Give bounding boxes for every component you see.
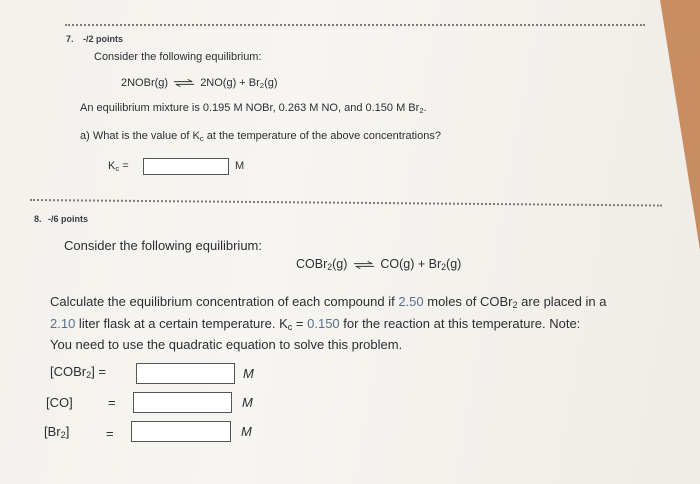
- co-equals: =: [108, 395, 116, 410]
- q8-calc-line3: You need to use the quadratic equation to solve this problem.: [50, 337, 403, 352]
- kc-symbol: K: [108, 160, 116, 172]
- q8-reaction: [296, 257, 461, 271]
- kc-equals: =: [119, 160, 129, 172]
- calc-line2-equals: =: [292, 316, 308, 331]
- sub-2: 2: [60, 430, 66, 440]
- sub-2: 2: [86, 370, 92, 380]
- cobr2-unit: M: [243, 366, 254, 381]
- calc-line1-text: Calculate the equilibrium concentration of each compound if: [50, 294, 399, 309]
- q7-sentence-text: An equilibrium mixture is 0.195 M NOBr, 0.263 M NO, and 0.150 M Br: [80, 102, 420, 114]
- q8-points: -/6 points: [48, 214, 88, 224]
- q8-reaction-right-tail: (g): [446, 257, 462, 271]
- q8-reaction-right: CO(g) + Br: [380, 257, 442, 271]
- q7-intro: Consider the following equilibrium:: [94, 51, 262, 63]
- sub-2: 2: [419, 106, 424, 115]
- q7-reaction-right-tail: (g): [264, 77, 278, 89]
- sub-2: 2: [512, 300, 518, 310]
- q7-number: 7.: [66, 34, 74, 44]
- q8-number: 8.: [34, 214, 42, 224]
- co-answer-input[interactable]: [133, 392, 232, 413]
- kc-value: 0.150: [307, 316, 340, 331]
- equilibrium-arrow-icon: [354, 261, 374, 269]
- q8-intro: Consider the following equilibrium:: [64, 238, 262, 253]
- cobr2-label-a: [COBr: [50, 364, 87, 379]
- q7-part-a-end: at the temperature of the above concentrations?: [203, 130, 441, 142]
- sub-2: 2: [259, 81, 265, 90]
- cobr2-label: [50, 364, 106, 379]
- equilibrium-arrow-icon: [174, 79, 194, 87]
- cobr2-answer-input[interactable]: [136, 363, 235, 384]
- co-unit: M: [242, 395, 253, 410]
- q8-reaction-left-tail: (g): [332, 257, 348, 271]
- q7-sentence-a: [80, 102, 427, 114]
- q8-reaction-left: COBr: [296, 257, 328, 271]
- q7-kc-unit: M: [235, 160, 245, 172]
- br2-equals: =: [106, 426, 114, 441]
- q7-reaction-right: 2NO(g) + Br: [200, 77, 260, 89]
- q7-part-a-text: a) What is the value of K: [80, 130, 200, 142]
- q7-part-a: [80, 130, 441, 142]
- q7-reaction: [121, 77, 278, 89]
- sub-c: c: [115, 164, 120, 173]
- q7-points: -/2 points: [83, 34, 123, 44]
- q7-sentence-end: .: [423, 102, 427, 114]
- q7-reaction-left: 2NOBr(g): [121, 77, 169, 89]
- q7-kc-label: [108, 160, 129, 172]
- br2-label-b: ]: [65, 424, 70, 439]
- br2-unit: M: [241, 424, 252, 439]
- cobr2-label-b: ] =: [91, 364, 107, 379]
- br2-label-a: [Br: [44, 424, 61, 439]
- q8-calc-line2: [50, 316, 580, 331]
- separator-top: [65, 24, 645, 26]
- calc-line2-text-d: for the reaction at this temperature. Note:: [339, 316, 581, 331]
- br2-answer-input[interactable]: [131, 421, 231, 442]
- q8-calc-line1: [50, 294, 606, 309]
- sub-c: c: [199, 134, 204, 143]
- sub-2: 2: [441, 262, 447, 272]
- co-label: [46, 395, 73, 410]
- moles-value: 2.50: [398, 294, 424, 309]
- calc-line1-text-b: moles of COBr: [423, 294, 513, 309]
- sub-2: 2: [327, 262, 333, 272]
- co-label-a: [CO]: [46, 395, 73, 410]
- br2-label: [44, 424, 69, 439]
- calc-line2-text: liter flask at a certain temperature. K: [75, 316, 288, 331]
- volume-value: 2.10: [50, 316, 76, 331]
- sub-c: c: [287, 322, 293, 332]
- calc-line1-text-c: are placed in a: [517, 294, 607, 309]
- q7-kc-answer-input[interactable]: [143, 158, 229, 175]
